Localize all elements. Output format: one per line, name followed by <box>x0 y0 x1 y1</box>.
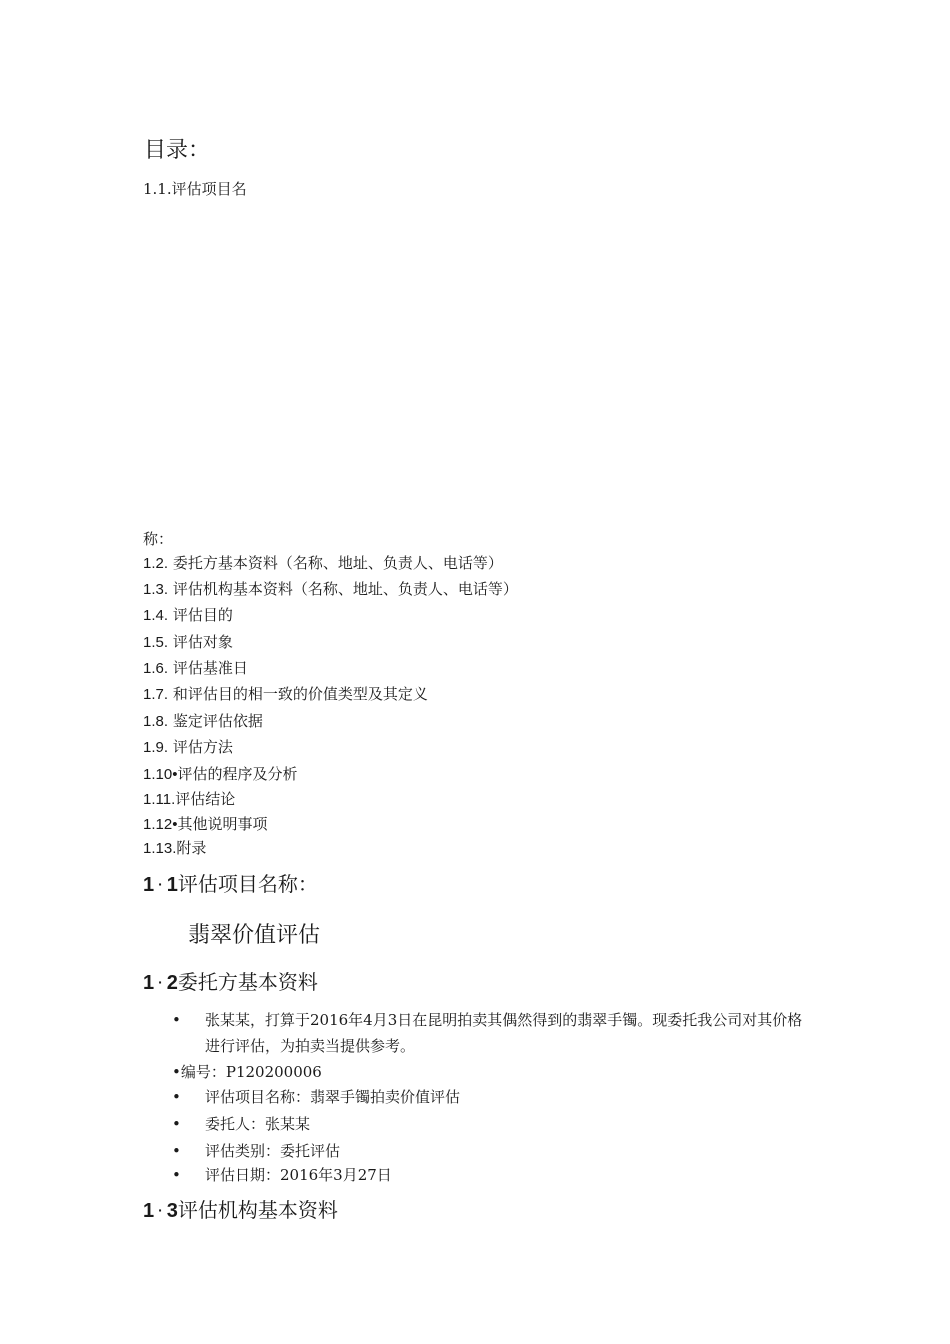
section-heading-1-2 <box>143 966 318 995</box>
toc-item-text: 评估机构基本资料（名称、地址、负责人、电话等） <box>172 580 518 598</box>
toc-item <box>143 789 235 810</box>
serial-number: •编号：P120200006 <box>172 1063 322 1081</box>
toc-item <box>143 553 503 574</box>
toc-item-text: 评估对象 <box>172 633 233 651</box>
toc-item-text: 和评估目的相一致的价值类型及其定义 <box>172 685 428 703</box>
bullet-icon: • <box>172 1115 181 1133</box>
toc-item-number: 1.13. <box>143 840 177 857</box>
list-item: 评估类别：委托评估 <box>205 1142 341 1160</box>
heading-dot: · <box>158 876 163 892</box>
toc-item-text: 评估结论 <box>175 790 236 808</box>
bullet-icon: • <box>172 1088 181 1106</box>
toc-item <box>143 684 428 705</box>
toc-item <box>143 814 267 835</box>
toc-item-text: 评估基准日 <box>172 659 248 677</box>
toc-item-number: 1.2. <box>143 555 169 572</box>
toc-item-text: 附录 <box>176 839 207 857</box>
client-description: 张某某，打算于2016年4月3日在昆明拍卖其偶然得到的翡翠手镯。现委托我公司对其价格进行评估，为拍卖当提供参考。 <box>205 1011 803 1055</box>
toc-item-number: 1.5. <box>143 634 169 651</box>
bullet-icon: • <box>172 1011 181 1029</box>
bullet-icon: • <box>172 1142 181 1160</box>
toc-item-number: 1.7. <box>143 686 169 703</box>
toc-item <box>143 711 263 732</box>
toc-item-number: 1.10• <box>143 766 178 783</box>
toc-item-number: 1.6. <box>143 660 169 677</box>
toc-item-text: 委托方基本资料（名称、地址、负责人、电话等） <box>172 554 503 572</box>
toc-item <box>143 764 297 785</box>
heading-number: 3 <box>166 1200 178 1222</box>
toc-item-number: 1.3. <box>143 581 169 598</box>
toc-item-number: 1.11. <box>143 791 176 808</box>
heading-number: 1 <box>166 874 178 896</box>
toc-item-text: 其他说明事项 <box>177 815 268 833</box>
toc-item-number: 1.8. <box>143 713 169 730</box>
toc-item <box>143 632 233 653</box>
toc-item-1-1-start: 1.1.评估项目名 <box>143 180 247 198</box>
heading-title: 评估项目名称： <box>177 872 318 896</box>
heading-number: 1 <box>143 874 155 896</box>
toc-item-text: 评估方法 <box>172 738 233 756</box>
list-item: 委托人：张某某 <box>205 1115 311 1133</box>
section-heading-1-3 <box>143 1194 338 1223</box>
toc-item-text: 评估目的 <box>172 606 233 624</box>
toc-item-1-1-end: 称： <box>143 530 174 548</box>
heading-title: 评估机构基本资料 <box>177 1198 338 1222</box>
heading-title: 委托方基本资料 <box>177 970 318 994</box>
toc-item <box>143 579 518 600</box>
toc-item-number: 1.12• <box>143 816 178 833</box>
toc-item <box>143 838 206 859</box>
toc-item <box>143 737 233 758</box>
toc-item-number: 1.4. <box>143 607 169 624</box>
section-heading-1-1 <box>143 868 318 897</box>
list-item: 评估日期：2016年3月27日 <box>205 1166 392 1184</box>
heading-dot: · <box>158 974 163 990</box>
list-item: 评估项目名称：翡翠手镯拍卖价值评估 <box>205 1088 461 1106</box>
heading-number: 1 <box>143 972 155 994</box>
heading-dot: · <box>158 1202 163 1218</box>
toc-item-text: 鉴定评估依据 <box>172 712 263 730</box>
toc-item-number: 1.9. <box>143 739 169 756</box>
bullet-icon: • <box>172 1166 181 1184</box>
project-name-value: 翡翠价值评估 <box>188 923 321 948</box>
toc-item <box>143 605 233 626</box>
toc-item-text: 评估的程序及分析 <box>177 765 298 783</box>
heading-number: 1 <box>143 1200 155 1222</box>
heading-number: 2 <box>166 972 178 994</box>
toc-title: 目录： <box>144 138 211 163</box>
toc-item <box>143 658 248 679</box>
